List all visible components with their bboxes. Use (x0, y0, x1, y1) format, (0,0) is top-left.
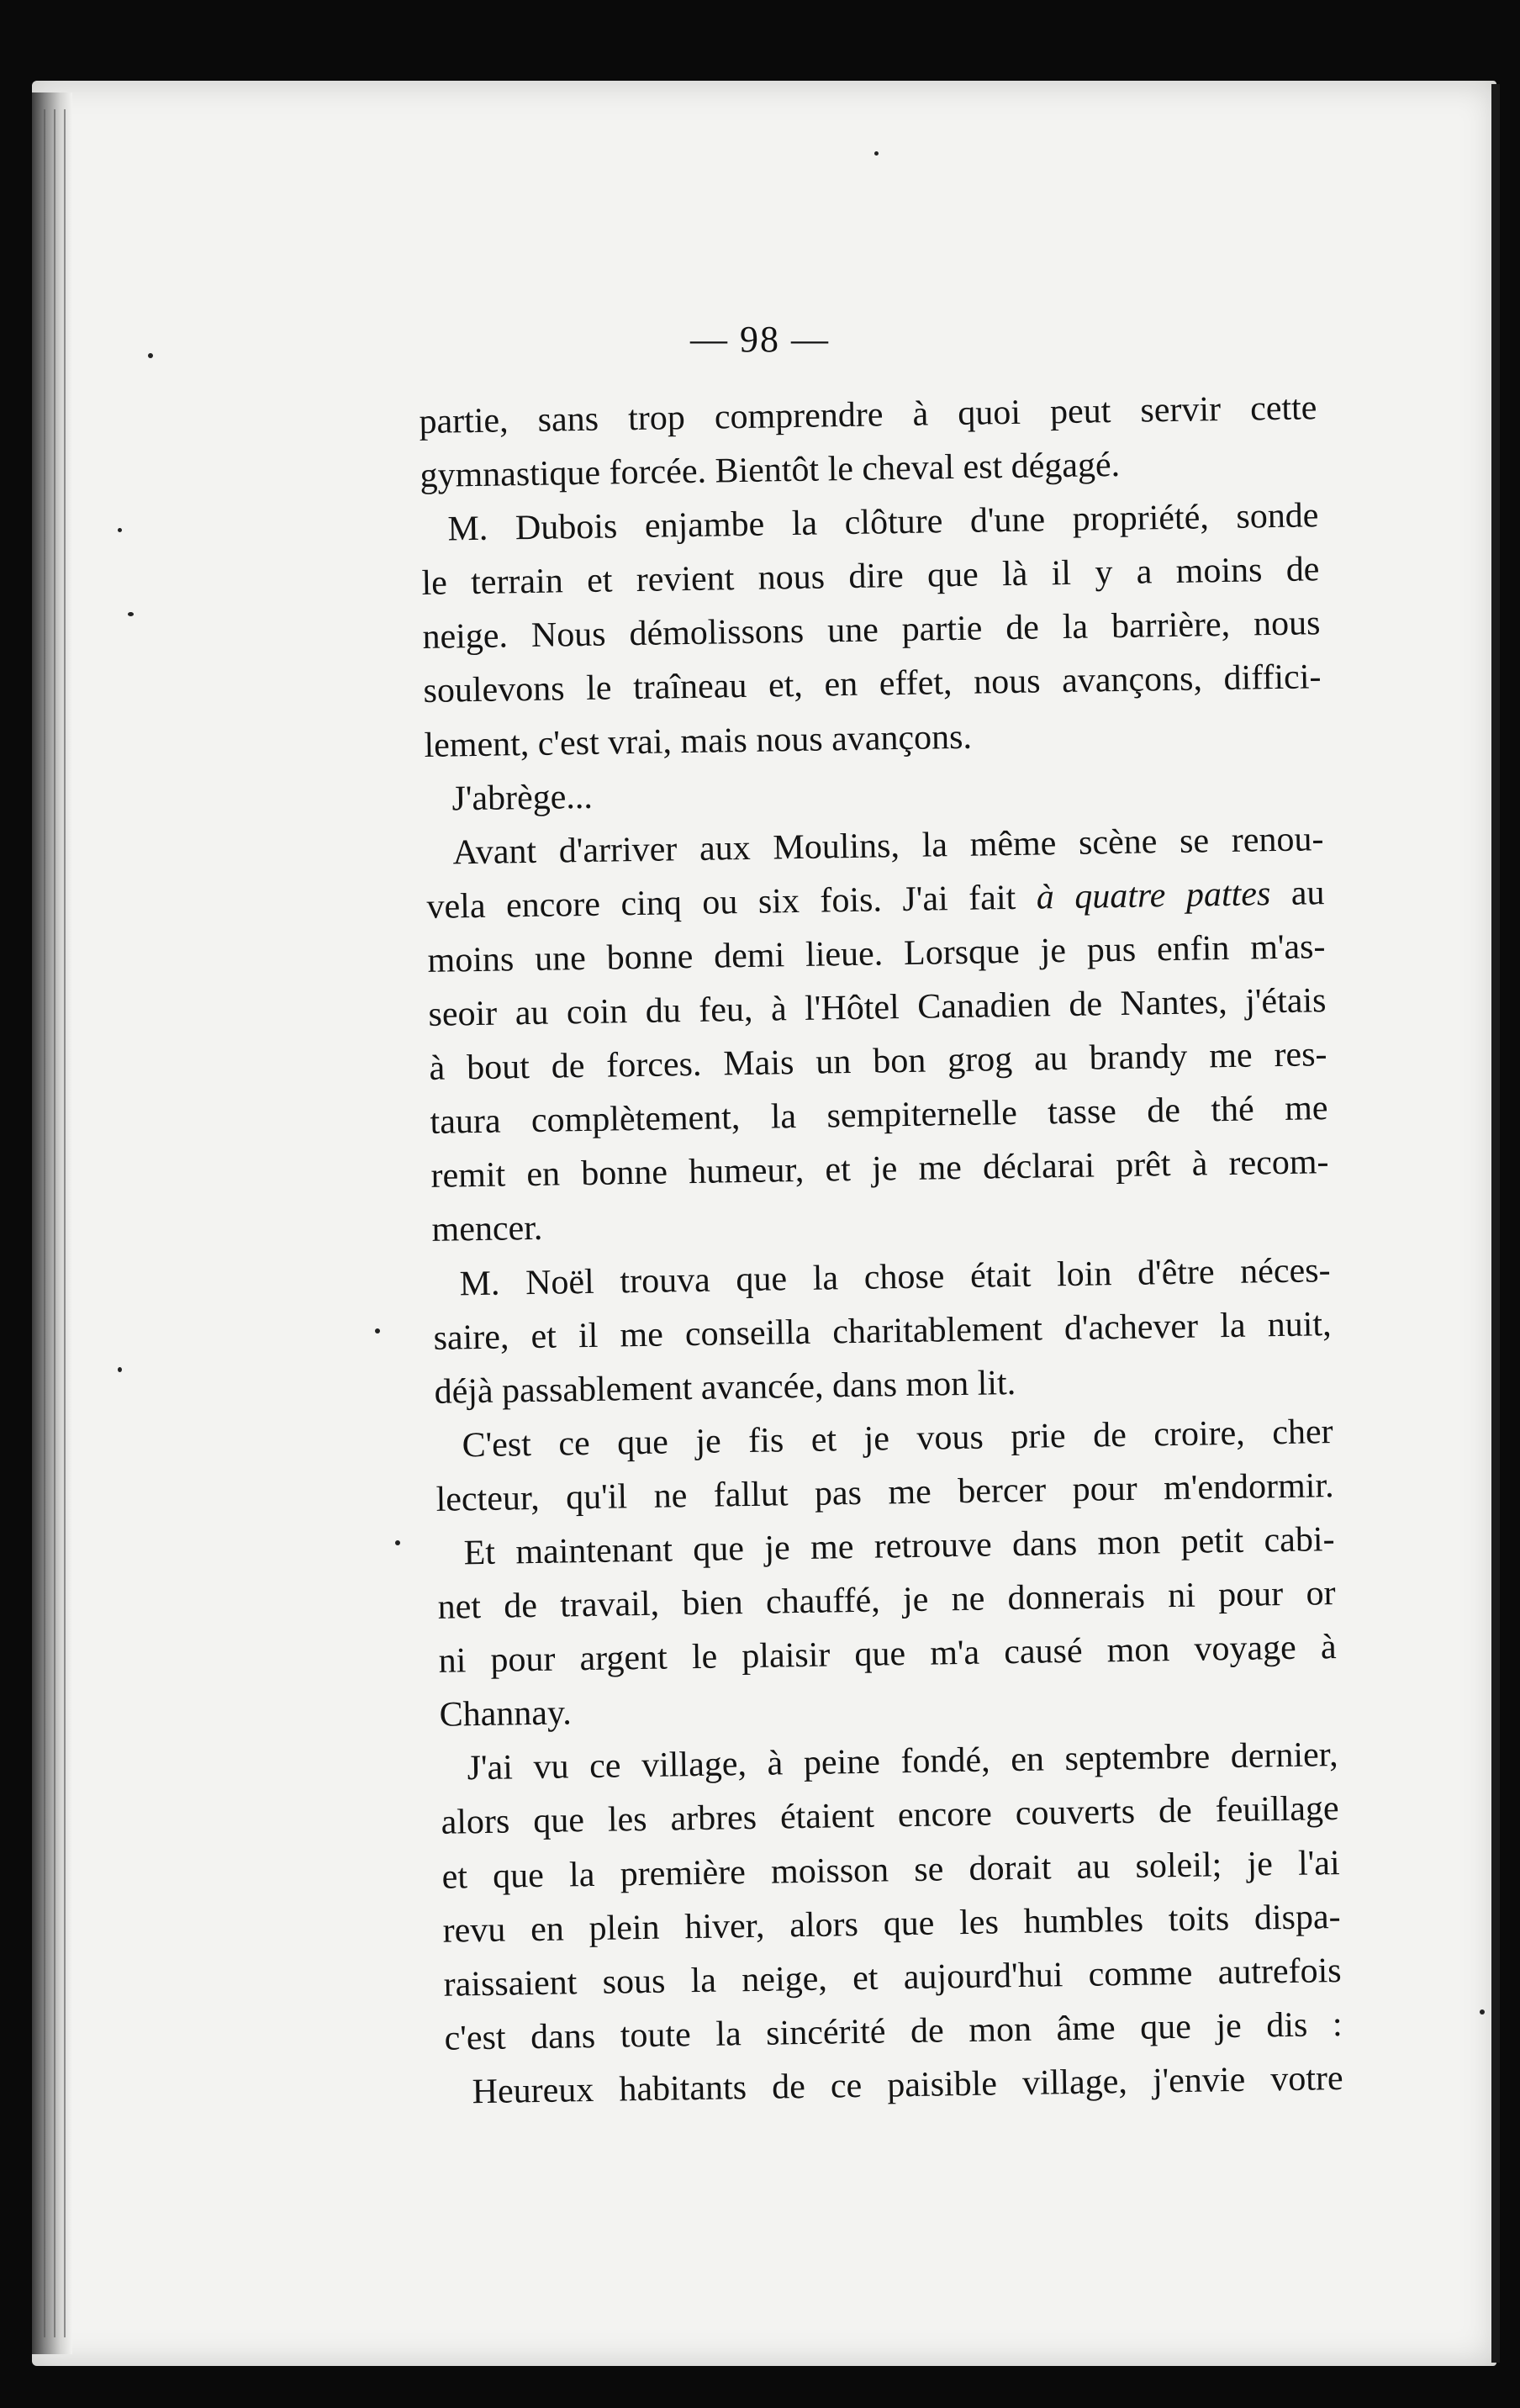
text-line: J'ai vu ce village, à peine fondé, en septembre dernier, (467, 1735, 1338, 1788)
text-line: remit en bonne humeur, et je me déclarai prêt à recom- (430, 1143, 1329, 1196)
text-line: à bout de forces. Mais un bon grog au brandy me res- (429, 1035, 1327, 1089)
text-line: C'est ce que je fis et je vous prie de croire, cher (462, 1412, 1333, 1465)
italic-phrase: à quatre pattes (1036, 874, 1271, 917)
text-line: Heureux habitants de ce paisible village, j'envie votre (472, 2058, 1343, 2112)
scan-speck (128, 612, 134, 616)
text-line: Avant d'arriver aux Moulins, la même scène se renou- (452, 819, 1324, 873)
text-line: raissaient sous la neige, et aujourd'hui comme autrefois (443, 1951, 1342, 2004)
text-line: ni pour argent le plaisir que m'a causé mon voyage à (438, 1628, 1337, 1681)
scan-speck (118, 1367, 122, 1372)
text-line: M. Dubois enjambe la clôture d'une propriété, sonde (447, 496, 1319, 549)
body-text (419, 381, 1343, 2112)
book-gutter (32, 92, 72, 2354)
scan-speck (118, 528, 122, 532)
text-segment: au (1269, 873, 1325, 913)
text-line: soulevons le traîneau et, en effet, nous avançons, diffici- (423, 657, 1322, 711)
text-line: Channay. (439, 1693, 573, 1735)
text-segment: vela encore cinq ou six fois. J'ai fait (426, 878, 1037, 927)
scan-speck (148, 353, 153, 358)
gutter-edge-line (54, 109, 55, 2337)
text-line: gymnastique forcée. Bientôt le cheval est dégagé. (420, 446, 1121, 496)
scan-speck (874, 151, 879, 156)
text-line: déjà passablement avancée, dans mon lit. (434, 1363, 1016, 1412)
page-number: — 98 — (690, 319, 830, 360)
text-line: M. Noël trouva que la chose était loin d'être néces- (459, 1250, 1331, 1303)
text-line: alors que les arbres étaient encore couverts de feuillage (441, 1789, 1339, 1843)
scan-speck (395, 1540, 400, 1545)
text-line: et que la première moisson se dorait au soleil; je l'ai (441, 1843, 1340, 1897)
text-line: moins une bonne demi lieue. Lorsque je pus enfin m'as- (427, 927, 1326, 980)
text-line: partie, sans trop comprendre à quoi peut servir cette (419, 388, 1317, 441)
scan-speck (375, 1328, 380, 1333)
page-right-edge (1491, 84, 1500, 2363)
scan-speck (1480, 2009, 1485, 2015)
text-line: taura complètement, la sempiternelle tasse de thé me (430, 1089, 1328, 1143)
gutter-edge-line (64, 109, 66, 2337)
text-line: lecteur, qu'il ne fallut pas me bercer pour m'endormir. (435, 1465, 1334, 1519)
text-line: lement, c'est vrai, mais nous avançons. (424, 717, 973, 765)
text-line: revu en plein hiver, alors que les humbles toits dispa- (442, 1897, 1341, 1951)
text-line: net de travail, bien chauffé, je ne donnerais ni pour or (437, 1574, 1336, 1627)
text-line: c'est dans toute la sincérité de mon âme que je dis : (444, 2004, 1343, 2058)
text-line: saire, et il me conseilla charitablement d'achever la nuit, (433, 1304, 1332, 1358)
text-line: Et maintenant que je me retrouve dans mon petit cabi- (463, 1520, 1335, 1573)
text-line: le terrain et revient nous dire que là il y a moins de (421, 550, 1320, 604)
text-line: seoir au coin du feu, à l'Hôtel Canadien de Nantes, j'étais (428, 981, 1327, 1034)
gutter-edge-line (44, 109, 45, 2337)
text-line: mencer. (431, 1209, 543, 1250)
text-line: J'abrège... (451, 777, 594, 819)
text-line: neige. Nous démolissons une partie de la barrière, nous (422, 604, 1321, 657)
